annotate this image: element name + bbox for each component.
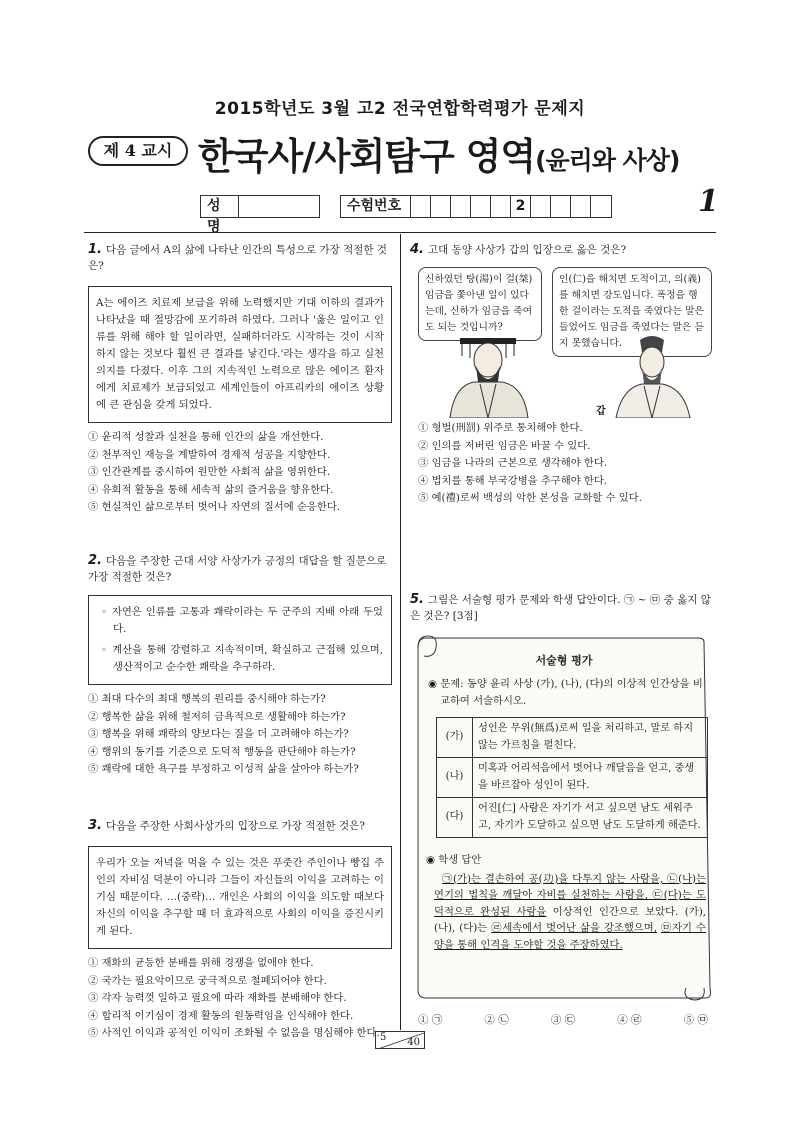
statement-list [99, 604, 383, 676]
statement: ◦ 계산을 통해 강렬하고 지속적이며, 확실하고 근접해 있으며, 생산적이고 순수한 쾌락을 추구하라. [101, 644, 383, 673]
king-figure [450, 338, 528, 418]
answer-segment: ㉢(다)는 도덕적으로 완성된 사람을 [434, 889, 706, 918]
name-field [200, 195, 320, 235]
header-rule [84, 232, 716, 233]
question-2-prompt [88, 553, 392, 585]
option[interactable]: ① 윤리적 성찰과 실천을 통해 인간의 삶을 개선한다. [88, 431, 324, 443]
scroll-title: 서술형 평가 [535, 654, 593, 667]
choice[interactable]: ② ㉡ [484, 1014, 509, 1026]
option[interactable]: ① 재화의 균등한 분배를 위해 경쟁을 없애야 한다. [88, 957, 314, 969]
option[interactable]: ④ 법치를 통해 부국강병을 추구해야 한다. [418, 474, 608, 487]
scroll-body [426, 676, 712, 953]
question-2 [88, 553, 392, 779]
question-number: 1. [88, 242, 102, 257]
name-label: 성명 [201, 196, 239, 217]
question-1-prompt [88, 242, 392, 274]
choice[interactable]: ③ ㉢ [550, 1014, 576, 1026]
option[interactable]: ① 최대 다수의 최대 행복의 원리를 중시해야 하는가? [88, 693, 326, 705]
question-number: 5. [410, 592, 424, 607]
prompt-text: 그림은 서술형 평가 문제와 학생 답안이다. ㉠ ~ ㉤ 중 옳지 않은 것은? [3점] [410, 594, 711, 622]
dialogue-illustration [440, 330, 710, 418]
subject-sub: (윤리와 사상) [535, 146, 680, 175]
option-list [88, 429, 392, 517]
prompt-text: 고대 동양 사상가 갑의 입장으로 옳은 것은? [427, 244, 627, 256]
exam-title: 2015학년도 3월 고2 전국연합학력평가 문제지 [214, 99, 586, 119]
table-row [437, 718, 708, 758]
option[interactable]: ② 인의를 저버린 임금은 바꿀 수 있다. [418, 439, 591, 452]
option[interactable]: ② 행복한 삶을 위해 철저히 금욕적으로 생활해야 하는가? [88, 710, 346, 723]
option[interactable]: ④ 유희적 활동을 통해 세속적 삶의 즐거움을 향유한다. [88, 483, 334, 496]
question-1 [88, 242, 392, 517]
exam-number-cell [451, 196, 471, 217]
option[interactable]: ④ 합리적 이기심이 경제 활동의 원동력임을 인식해야 한다. [88, 1009, 354, 1022]
question-number: 4. [410, 242, 424, 257]
student-answer [426, 869, 712, 954]
page-number: 1 [698, 184, 719, 219]
current-page: 5 [380, 1032, 387, 1043]
row-text: 성인은 무위(無爲)로써 일을 처리하고, 말로 하지 않는 가르침을 펼친다. [473, 718, 708, 758]
option-list [418, 420, 712, 508]
period-badge: 제 4 교시 [88, 136, 188, 166]
exam-number-label: 수험번호 [341, 196, 411, 217]
question-3 [88, 818, 392, 1043]
answer-segment: ㉤자기 수양을 통해 인격을 도야할 것을 주장하였다. [434, 922, 706, 951]
exam-number-cell [531, 196, 551, 217]
speech-bubble-right: 인(仁)을 해치면 도적이고, 의(義)를 해치면 강도입니다. 폭정을 행한 걸이라는 도적을 죽였다는 말은 들었어도 임금을 죽였다는 말은 듣지 못했습니다. [552, 267, 712, 357]
answer-choices [418, 1012, 708, 1027]
exam-number-cell [571, 196, 591, 217]
name-box [239, 196, 319, 217]
question-5 [410, 592, 714, 624]
option[interactable]: ⑤ 쾌락에 대한 욕구를 부정하고 이성적 삶을 살아야 하는가? [88, 763, 359, 775]
choice[interactable]: ④ ㉣ [617, 1014, 642, 1026]
option-list [88, 691, 392, 779]
question-3-prompt [88, 818, 392, 834]
option[interactable]: ⑤ 예(禮)로써 백성의 악한 본성을 교화할 수 있다. [418, 492, 642, 504]
option[interactable]: ⑤ 현실적인 삶으로부터 벗어나 자연의 질서에 순응한다. [88, 501, 341, 513]
figure-label: 갑 [596, 406, 606, 417]
table-row [437, 758, 708, 798]
answer-segment: 이상적인 인간으로 보았다. (가), (나), (다)는 [434, 905, 706, 934]
exam-number-cell [591, 196, 611, 217]
speech-bubble-left: 신하였던 탕(湯)이 걸(桀) 임금을 쫓아낸 일이 있다는데, 신하가 임금을 죽여도 되는 것입니까? [418, 267, 542, 341]
prompt-text: 다음 글에서 A의 삶에 나타난 인간의 특성으로 가장 적절한 것은? [88, 244, 388, 272]
exam-number-cell [411, 196, 431, 217]
question-5-prompt [410, 592, 714, 624]
exam-number-field [340, 195, 612, 218]
sage-figure [616, 336, 690, 418]
exam-number-cell [431, 196, 451, 217]
column-divider [400, 234, 401, 1030]
choice[interactable]: ⑤ ㉤ [683, 1014, 708, 1026]
answer-segment: ㉠(가)는 결손하여 공(功)을 다투지 않는 사람을, [442, 872, 664, 885]
question-number: 3. [88, 818, 102, 833]
row-label: (나) [437, 758, 473, 798]
row-text: 어진[仁] 사람은 자기가 서고 싶으면 남도 세워주고, 자기가 도달하고 싶으면 남도 도달하게 해준다. [473, 798, 708, 838]
thought-table [436, 717, 708, 838]
option-list [88, 955, 392, 1043]
prompt-text: 다음을 주장한 근대 서양 사상가가 긍정의 대답을 할 질문으로 가장 적절한 것은? [88, 555, 387, 583]
question-number: 2. [88, 553, 102, 568]
choice[interactable]: ① ㉠ [418, 1014, 443, 1026]
row-text: 미혹과 어리석음에서 벗어나 깨달음을 얻고, 중생을 바르잡아 성인이 된다. [473, 758, 708, 798]
exam-number-cell [491, 196, 511, 217]
exam-number-digit: 2 [511, 196, 531, 217]
answer-segment: ㉣세속에서 벗어난 삶을 강조했으며, [491, 922, 657, 934]
exam-number-cell [471, 196, 491, 217]
subject-title [198, 126, 679, 180]
exam-number-cell [551, 196, 571, 217]
option[interactable]: ⑤ 사적인 이익과 공적인 이익이 조화될 수 없음을 명심해야 한다. [88, 1027, 380, 1039]
table-row [437, 798, 708, 838]
statement: ◦ 자연은 인류를 고통과 쾌락이라는 두 군주의 지배 아래 두었다. [101, 606, 383, 635]
prompt-text: 다음을 주장한 사회사상가의 입장으로 가장 적절한 것은? [105, 820, 365, 832]
footer-page-indicator [375, 1031, 425, 1049]
passage-box: A는 에이즈 치료제 보급을 위해 노력했지만 기대 이하의 결과가 나타났을 때 절망감에 포기하려 하였다. 그러나 '옳은 일이고 인류를 위해 해야 할 일이라면, 실패하더라도 시작하는 것이 시작하지 않는 것보다 훨씬 큰 결과를 낳긴다.'라는 생각을 하고 실천 의지를 다졌다. 이후 그의 지속적인 노력으로 많은 에이즈 환자에게 치료제가 보급되었고 세계인들이 아프리카의 에이즈 상황에 큰 관심을 갖게 되었다. [88, 286, 392, 423]
option[interactable]: ③ 임금을 나라의 근본으로 생각해야 한다. [418, 457, 608, 469]
option[interactable]: ③ 각자 능력껏 일하고 필요에 따라 재화를 분배해야 한다. [88, 992, 347, 1004]
question-4-prompt [410, 242, 714, 258]
assignment-question: ◉ 문제: 동양 윤리 사상 (가), (나), (다)의 이상적 인간상을 비교하여 서술하시오. [428, 678, 703, 707]
option[interactable]: ③ 인간관계를 중시하여 원만한 사회적 삶을 영위한다. [88, 466, 331, 478]
row-label: (가) [437, 718, 473, 758]
statement-box [88, 595, 392, 685]
option[interactable]: ② 천부적인 재능을 계발하여 경제적 성공을 지향한다. [88, 448, 331, 461]
answer-segment: ㉡(나)는 연기의 법칙을 깨달아 자비를 실천하는 사람을, [434, 872, 707, 901]
option[interactable]: ② 국가는 필요악이므로 궁극적으로 철폐되어야 한다. [88, 974, 327, 987]
option[interactable]: ① 형벌(刑罰) 위주로 통치해야 한다. [418, 422, 583, 434]
passage-box: 우리가 오늘 저녁을 먹을 수 있는 것은 푸줏간 주인이나 빵집 주인의 자비심 덕분이 아니라 그들이 자신들의 이익을 고려하는 이기심 때문이다. …(중략)… 개인은 사회의 이익을 의도할 때보다 자신의 이익을 추구할 때 더 효과적으로 사회의 이익을 증진시키게 된다. [88, 846, 392, 949]
total-pages: 40 [407, 1037, 420, 1048]
question-4 [410, 242, 714, 258]
option[interactable]: ③ 행복을 위해 쾌락의 양보다는 질을 더 고려해야 하는가? [88, 728, 349, 740]
answer-label: ◉ 학생 답안 [426, 854, 482, 866]
option[interactable]: ④ 행위의 동기를 기준으로 도덕적 행동을 판단해야 하는가? [88, 745, 356, 758]
subject-main: 한국사/사회탐구 영역 [198, 135, 536, 178]
row-label: (다) [437, 798, 473, 838]
